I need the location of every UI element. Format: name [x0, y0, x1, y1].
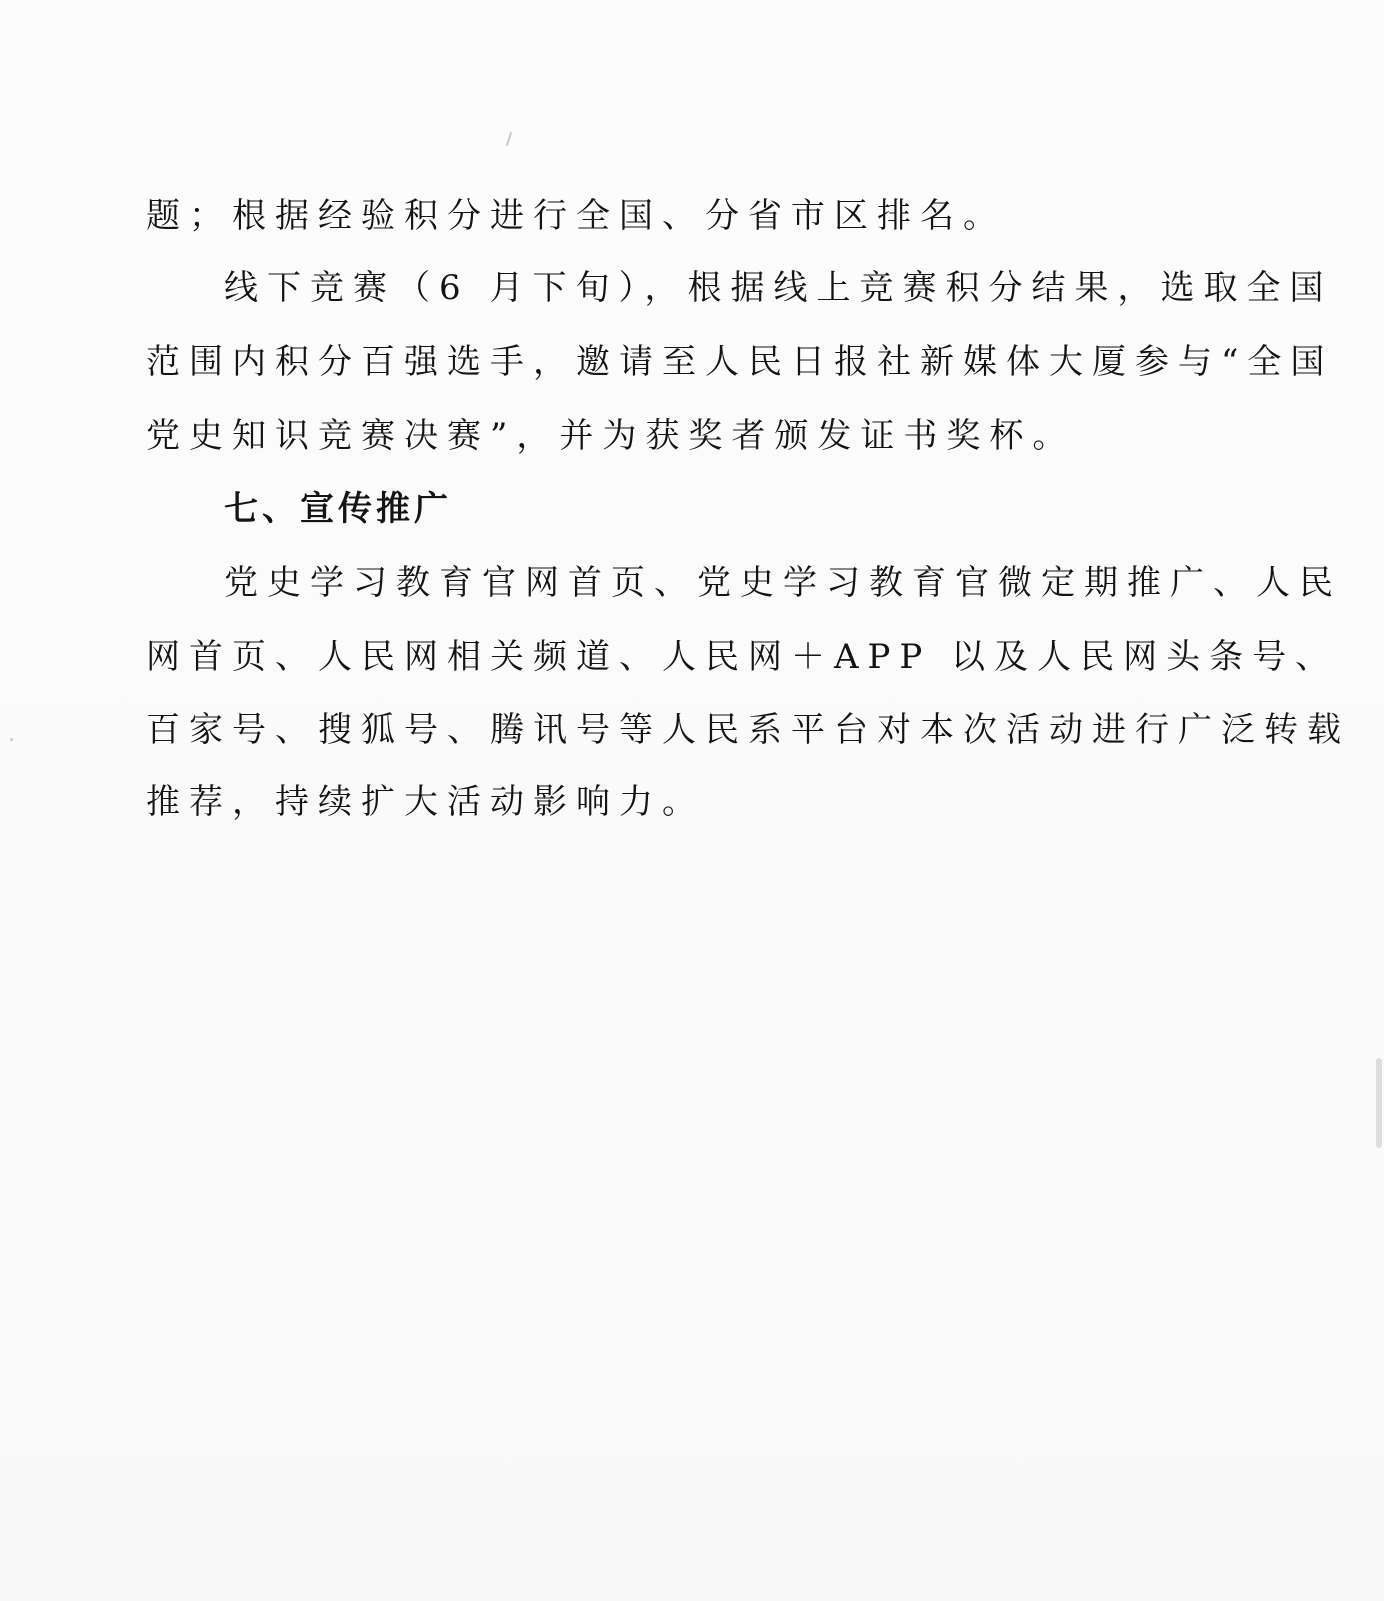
body-line: 线下竞赛（6 月下旬），根据线上竞赛积分结果，选取全国	[224, 268, 1333, 308]
section-heading: 七、宣传推广	[224, 489, 452, 529]
body-line: 网首页、人民网相关频道、人民网＋APP 以及人民网头条号、	[146, 637, 1339, 677]
body-line: 题；根据经验积分进行全国、分省市区排名。	[146, 196, 1006, 236]
body-line: 范围内积分百强选手，邀请至人民日报社新媒体大厦参与“全国	[146, 342, 1334, 382]
body-line: 推荐，持续扩大活动影响力。	[146, 782, 705, 822]
scan-edge-shadow	[1376, 1058, 1382, 1148]
body-line: 百家号、搜狐号、腾讯号等人民系平台对本次活动进行广泛转载	[146, 710, 1350, 750]
scan-speck	[506, 132, 512, 146]
scan-speck	[10, 738, 13, 741]
body-line: 党史学习教育官网首页、党史学习教育官微定期推广、人民	[224, 563, 1342, 603]
body-line: 党史知识竞赛决赛”，并为获奖者颁发证书奖杯。	[146, 416, 1076, 456]
